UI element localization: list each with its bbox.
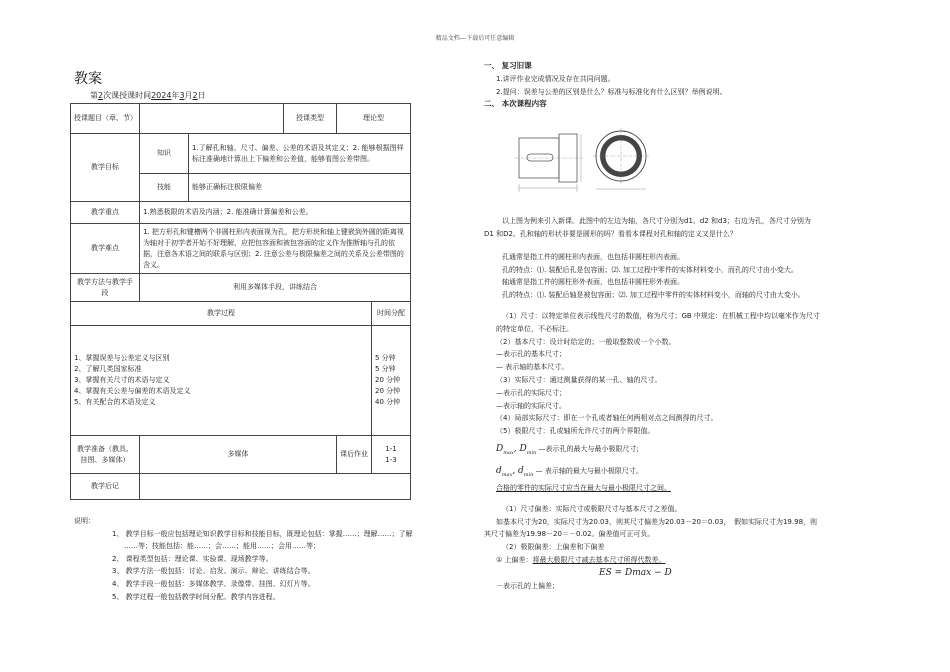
def-line: 孔通常是指工件的圆柱形内表面，也包括非圆柱形内表面。 xyxy=(502,252,684,261)
note-item: 5、 教学过程一般包括教学时间分配、教学内容进程。 xyxy=(112,592,280,601)
note-item: 3、 教学方法一般包括：讨论、启发、演示、辩论、讲练结合等。 xyxy=(112,567,315,576)
topic-label: 授课题目（章、节） xyxy=(71,104,140,134)
limit-hole-line xyxy=(484,438,874,460)
prep-label: 教学准备（教具、挂图、多媒体） xyxy=(71,436,140,474)
process-label: 教学过程 xyxy=(71,302,372,326)
dev-line: （1）尺寸偏差：实际尺寸或极限尺寸与基本尺寸之差值。 xyxy=(502,504,682,513)
upper-dev-label: ① 上偏差： xyxy=(496,555,533,564)
notes-title: 说明： xyxy=(74,517,95,525)
dmax-dmin-shaft: $d_{max}$, $d_{min}$ xyxy=(496,465,534,478)
size-line: （5）极限尺寸：孔或轴所允许尺寸的两个界限值。 xyxy=(496,427,655,436)
method-label: 教学方法与教学手段 xyxy=(71,274,140,302)
page-header: 精品文档---下载后可任意编辑 xyxy=(435,35,515,42)
size-line: — 表示轴的基本尺寸。 xyxy=(496,363,569,372)
time-item: 5 分钟 xyxy=(375,354,396,362)
size-line: （2）基本尺寸：设计时给定的；一般取整数或一个小数。 xyxy=(496,337,676,346)
note-item: 1、 教学目标一般应包括理论知识教学目标和技能目标，既理论包括：掌握……；理解……；了解 xyxy=(112,529,413,538)
knowledge-label: 知识 xyxy=(140,134,189,174)
dev-line: 如基本尺寸为20，实际尺寸为20.03，则其尺寸偏差为20.03－20＝0.03， 假如实际尺寸为19.98，则 xyxy=(496,517,818,526)
review-item: 1.讲评作业完成情况及存在共同问题。 xyxy=(496,74,615,83)
homework-label: 课后作业 xyxy=(337,436,372,474)
process-item: 1、掌握误差与公差定义与区别 xyxy=(74,354,170,362)
size-line: （4）局部实际尺寸：即在一个孔或者轴任何两相对点之间测得的尺寸。 xyxy=(496,414,718,423)
review-item: 2.提问：误差与公差的区别是什么？标准与标准化有什么区别？举例说明。 xyxy=(496,87,727,96)
limit-shaft-text: — 表示轴的最大与最小极限尺寸。 xyxy=(535,466,643,475)
process-item: 4、掌握有关公差与偏差的术语及定义 xyxy=(74,387,191,395)
upper-dev-def: 将最大极限尺寸减去基本尺寸所得代数差。 xyxy=(532,555,666,564)
lesson-info: 第2次课授课时间2024年3月2日 xyxy=(90,91,206,100)
qualified-note: 合格的零件的实际尺寸应当在最大与最小极限尺寸之间。 xyxy=(496,483,671,492)
goal-label: 教学目标 xyxy=(71,134,140,202)
es-note: －表示孔的上偏差； xyxy=(496,581,559,590)
notes xyxy=(74,515,474,603)
type-value: 理论型 xyxy=(337,104,411,134)
size-line: —表示孔的基本尺寸； xyxy=(496,350,566,359)
section-content-heading: 二、 本次课程内容 xyxy=(484,99,547,109)
hole-figure xyxy=(588,126,658,196)
size-line: （3）实际尺寸：通过测量获得的某一孔、轴的尺寸。 xyxy=(496,375,662,384)
homework-item: 1-1 xyxy=(385,444,397,453)
skill-text: 能够正确标注极限偏差 xyxy=(189,174,411,202)
knowledge-text: 1.了解孔和轴、尺寸、偏差、公差的术语及其定义；2. 能够根据图样标注准确地计算出上下偏差和公差值，能够看图公差带图。 xyxy=(189,134,411,174)
process-item: 5、有关配合的术语及定义 xyxy=(74,398,156,406)
time-label: 时间分配 xyxy=(372,302,411,326)
time-item: 20 分钟 xyxy=(375,376,401,384)
key-label: 教学重点 xyxy=(71,202,140,224)
note-item: ……等；技能包括：能……；会……；能用……；会用……等； xyxy=(124,542,320,551)
def-line: 孔的特点：⑴. 装配后孔是包容面；⑵. 加工过程中零件的实体材料变小，而孔的尺寸由小变大。 xyxy=(502,265,798,274)
dev-line: （2）极限偏差：上偏差和下偏差 xyxy=(502,543,605,552)
process-item: 2、了解几类国家标准 xyxy=(74,365,142,373)
difficulty-label: 教学难点 xyxy=(71,224,140,274)
prep-text: 多媒体 xyxy=(140,436,337,474)
lesson-plan-table xyxy=(70,103,411,500)
size-line: —表示轴的实际尺寸。 xyxy=(496,401,566,410)
method-text: 利用多媒体手段，讲练结合 xyxy=(140,274,411,302)
size-line: 的特定单位，不必标注。 xyxy=(496,324,573,333)
page-title: 教案 xyxy=(74,71,102,87)
section-review-heading: 一、 复习旧课 xyxy=(484,61,532,70)
skill-label: 技能 xyxy=(140,174,189,202)
time-item: 40 分钟 xyxy=(375,398,401,406)
keyway xyxy=(527,154,553,161)
def-line: 轴通常是指工件的圆柱形外表面，也包括非圆柱形外表面。 xyxy=(502,278,684,287)
reflection-label: 教学后记 xyxy=(71,474,140,500)
note-item: 4、 教学手段一般包括：多媒体教学、录像带、挂图、幻灯片等。 xyxy=(112,579,315,588)
formula-text: ES = Dmax − D xyxy=(599,567,672,578)
limit-hole-text: —表示孔的最大与最小极限尺寸; xyxy=(538,444,639,453)
upper-dev-line xyxy=(484,554,874,567)
limit-shaft-line xyxy=(484,460,874,482)
size-line: —表示孔的实际尺寸； xyxy=(496,388,566,397)
process-list xyxy=(71,326,372,436)
reflection-value xyxy=(140,474,411,500)
time-list xyxy=(372,326,411,436)
key-text: 1.熟悉极限的术语及内涵；2. 能准确计算偏差和公差。 xyxy=(140,202,411,224)
topic-value xyxy=(140,104,284,134)
size-line: （1）尺寸：以特定单位表示线性尺寸的数值，称为尺寸；GB 中规定：在机械工程中均以毫米作为尺寸 xyxy=(502,311,820,320)
dev-line: 其尺寸偏差为19.98－20＝－0.02。偏差值可正可负。 xyxy=(484,530,655,539)
shaft-figure xyxy=(515,126,585,196)
note-item: 2、 课程类型包括：理论课、实验课、现场教学等。 xyxy=(112,554,273,563)
type-label: 授课类型 xyxy=(284,104,337,134)
homework-item: 1-3 xyxy=(385,455,397,464)
es-formula xyxy=(484,567,874,580)
intro-line: 以上图为例来引入新课。此图中的左边为轴，各尺寸分别为d1、d2 和d3；右边为孔，各尺寸分别为 xyxy=(502,217,811,226)
homework-text xyxy=(372,436,411,474)
time-item: 5 分钟 xyxy=(375,365,396,373)
intro-line: D1 和D2。孔和轴的形状非要是圆形的吗？看看本课程对孔和轴的定义又是什么？ xyxy=(484,229,737,238)
dmax-dmin-hole: $D_{max}$, $D_{min}$ xyxy=(496,443,537,456)
difficulty-text: 1. 把方形孔和键槽两个非圆柱形内表面视为孔，把方形块和轴上键嵌到外圆的距离视为轴对于初学者开始不好理解，应把包容面和被包容面的定义作为推断轴与孔的依据，注意各术语之间的联系与区别；2. 注意公差与极限偏差之间的关系及公差带图的含义。 xyxy=(140,224,411,274)
process-item: 3、掌握有关尺寸的术语与定义 xyxy=(74,376,170,384)
time-item: 20 分钟 xyxy=(375,387,401,395)
def-line: 孔的特点：⑴. 装配后轴是被包容面；⑵. 加工过程中零件的实体材料变小，而轴的尺寸由大变小。 xyxy=(502,291,805,300)
